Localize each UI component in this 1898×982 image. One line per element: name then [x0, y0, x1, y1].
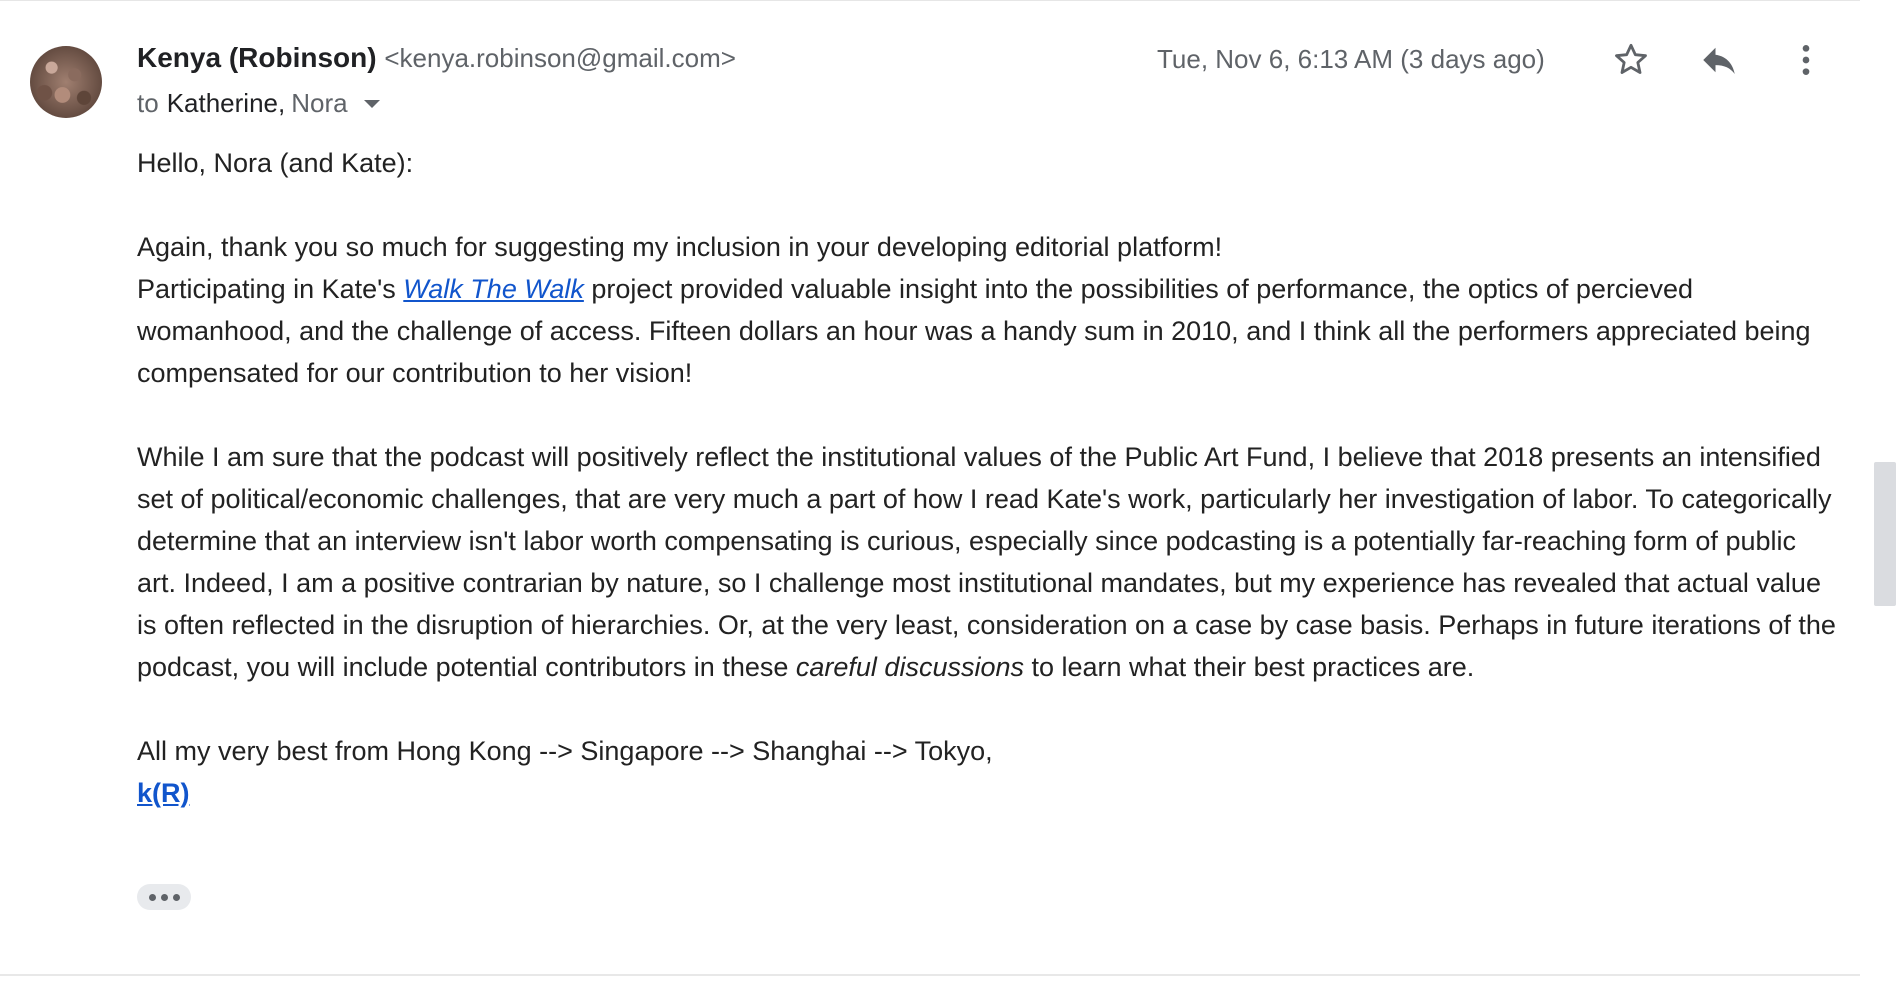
- recipient-nora: Nora: [291, 88, 348, 118]
- sender-line: [137, 42, 736, 74]
- bottom-divider: [0, 974, 1860, 976]
- chevron-down-icon[interactable]: [364, 100, 380, 108]
- ellipsis-icon: [161, 894, 168, 901]
- sender-avatar[interactable]: [30, 46, 102, 118]
- signature-link[interactable]: k(R): [137, 778, 190, 808]
- greeting: Hello, Nora (and Kate):: [137, 148, 414, 178]
- paragraph-walk-the-walk: [137, 268, 1837, 394]
- message-date: Tue, Nov 6, 6:13 AM (3 days ago): [1157, 44, 1545, 74]
- ellipsis-icon: [173, 894, 180, 901]
- paragraph-text: project provided valuable insight into the possibilities of performance, the optics of percieved womanhood, and the challenge of access. Fifteen dollars an hour was a handy sum in 2010, and I think all the performers appreciated being compensated for our contribution to her vision!: [137, 274, 1811, 388]
- closing-line: All my very best from Hong Kong --> Singapore --> Shanghai --> Tokyo,: [137, 736, 993, 766]
- paragraph-text: While I am sure that the podcast will positively reflect the institutional values of the Public Art Fund, I believe that 2018 presents an intensified set of political/economic challenges, that are very much a part of how I read Kate's work, particularly her investigation of labor. To categorically determine that an interview isn't labor worth compensating is curious, especially since podcasting is a potentially far-reaching form of public art. Indeed, I am a positive contrarian by nature, so I challenge most institutional mandates, but my experience has revealed that actual value is often reflected in the disruption of hierarchies. Or, at the very least, consideration on a case by case basis. Perhaps in future iterations of the podcast, you will include potential contributors in these: [137, 442, 1836, 682]
- reply-button[interactable]: [1691, 32, 1747, 88]
- italic-emphasis: careful discussions: [795, 652, 1024, 682]
- sender-name[interactable]: Kenya (Robinson): [137, 42, 377, 73]
- reply-icon: [1698, 39, 1740, 81]
- to-label: to: [137, 88, 159, 118]
- message-body: [137, 142, 1837, 814]
- sender-email: <kenya.robinson@gmail.com>: [384, 43, 736, 73]
- paragraph-text: to learn what their best practices are.: [1024, 652, 1475, 682]
- more-vert-icon: [1786, 40, 1826, 80]
- recipient-separator: ,: [278, 88, 286, 118]
- walk-the-walk-link[interactable]: Walk The Walk: [403, 274, 584, 304]
- ellipsis-icon: [149, 894, 156, 901]
- scrollbar-thumb[interactable]: [1874, 462, 1896, 606]
- recipients-line: [137, 88, 380, 119]
- star-icon: [1611, 40, 1651, 80]
- star-button[interactable]: [1603, 32, 1659, 88]
- more-options-button[interactable]: [1778, 32, 1834, 88]
- paragraph-podcast: [137, 436, 1837, 688]
- paragraph-thanks: Again, thank you so much for suggesting my inclusion in your developing editorial platform!: [137, 232, 1223, 262]
- top-divider: [0, 0, 1860, 1]
- recipient-katherine: Katherine: [166, 88, 278, 118]
- show-trimmed-content-button[interactable]: [137, 884, 191, 910]
- paragraph-text: Participating in Kate's: [137, 274, 404, 304]
